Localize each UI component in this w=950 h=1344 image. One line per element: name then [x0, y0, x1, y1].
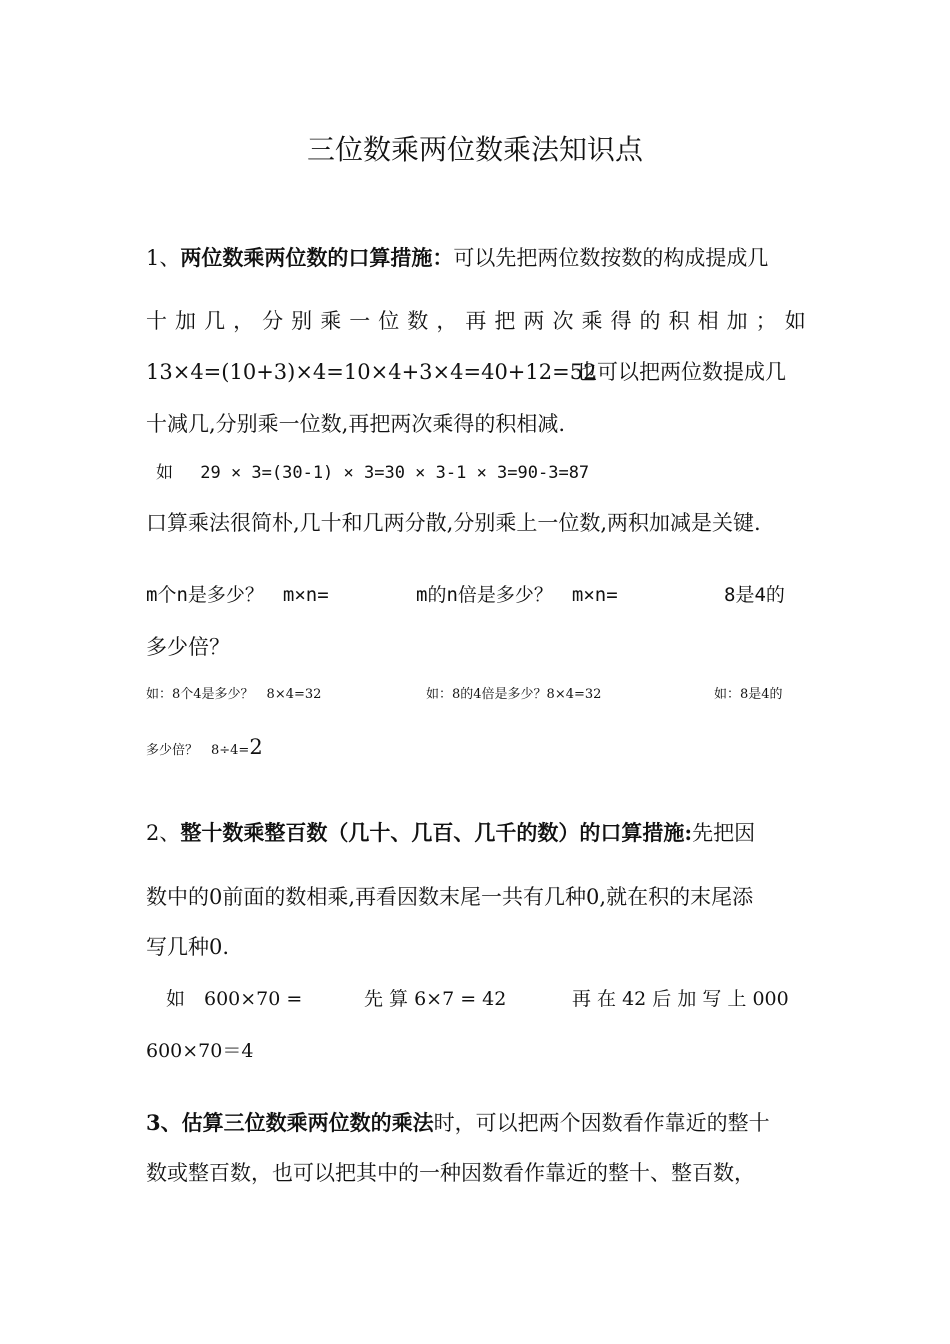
s3-line-2: 数或整百数，也可以把其中的一种因数看作靠近的整十、整百数，	[146, 1161, 755, 1185]
s1-question-3: 8是4的	[724, 584, 785, 606]
s2-example-c: 再 在 42 后 加 写 上 000	[572, 988, 789, 1010]
s1-line-1-text: 可以先把两位数按数的构成提成几	[453, 246, 769, 270]
s1-small-example-3-cont: 多少倍？ 8÷4=2	[146, 735, 263, 759]
s1-rhyme: 口算乘法很简朴,几十和几两分散,分别乘上一位数,两积加减是关键.	[146, 511, 761, 535]
s1-small-example-3: 如：8是4的	[714, 687, 783, 702]
s1-line-4: 十减几,分别乘一位数,再把两次乘得的积相减.	[146, 412, 566, 436]
s1-line-3-tail: 也可以把两位数提成几	[576, 360, 786, 384]
s1-question-2: m的n倍是多少？ m×n=	[416, 584, 618, 606]
s1-example-2: 如 29 × 3=(30-1) × 3=30 × 3-1 × 3=90-3=87	[156, 463, 590, 483]
s1-example-1: 13×4=(10+3)×4=10×4+3×4=40+12=52	[146, 360, 597, 384]
s2-line-2: 数中的0前面的数相乘,再看因数末尾一共有几种0,就在积的末尾添	[146, 885, 754, 909]
s2-example-a: 如 600×70 =	[166, 988, 303, 1010]
s1-small-example-1: 如：8个4是多少？ 8×4=32	[146, 687, 322, 702]
s1-line-2: 十 加 几 ， 分 别 乘 一 位 数 ， 再 把 两 次 乘 得 的 积 相 加 ； 如	[146, 309, 806, 333]
s3-line-1-text: 时，可以把两个因数看作靠近的整十	[433, 1111, 770, 1135]
s2-line-1: 2、整十数乘整百数（几十、几百、几千的数）的口算措施:先把因	[146, 820, 756, 845]
page-title: 三位数乘两位数乘法知识点	[306, 133, 643, 166]
s2-example-b: 先 算 6×7 = 42	[364, 988, 507, 1010]
s1-question-1: m个n是多少？ m×n=	[146, 584, 329, 606]
s1-question-3-cont: 多少倍？	[146, 635, 230, 659]
s2-line-3: 写几种0.	[146, 935, 230, 959]
s2-heading: 整十数乘整百数（几十、几百、几千的数）的口算措施	[180, 820, 685, 845]
s1-small-example-2: 如：8的4倍是多少？8×4=32	[426, 687, 602, 702]
s3-line-1	[146, 1108, 770, 1138]
s1-line-3	[146, 357, 596, 387]
s2-example-result: 600×70＝4	[146, 1040, 254, 1062]
s2-line-1-text: 先把因	[692, 821, 756, 845]
s1-number: 1、	[146, 246, 181, 270]
s2-number: 2、	[146, 821, 181, 845]
s1-line-1	[146, 243, 768, 273]
s3-heading: 3、估算三位数乘两位数的乘法	[146, 1110, 434, 1135]
s1-heading: 两位数乘两位数的口算措施：	[180, 245, 454, 270]
